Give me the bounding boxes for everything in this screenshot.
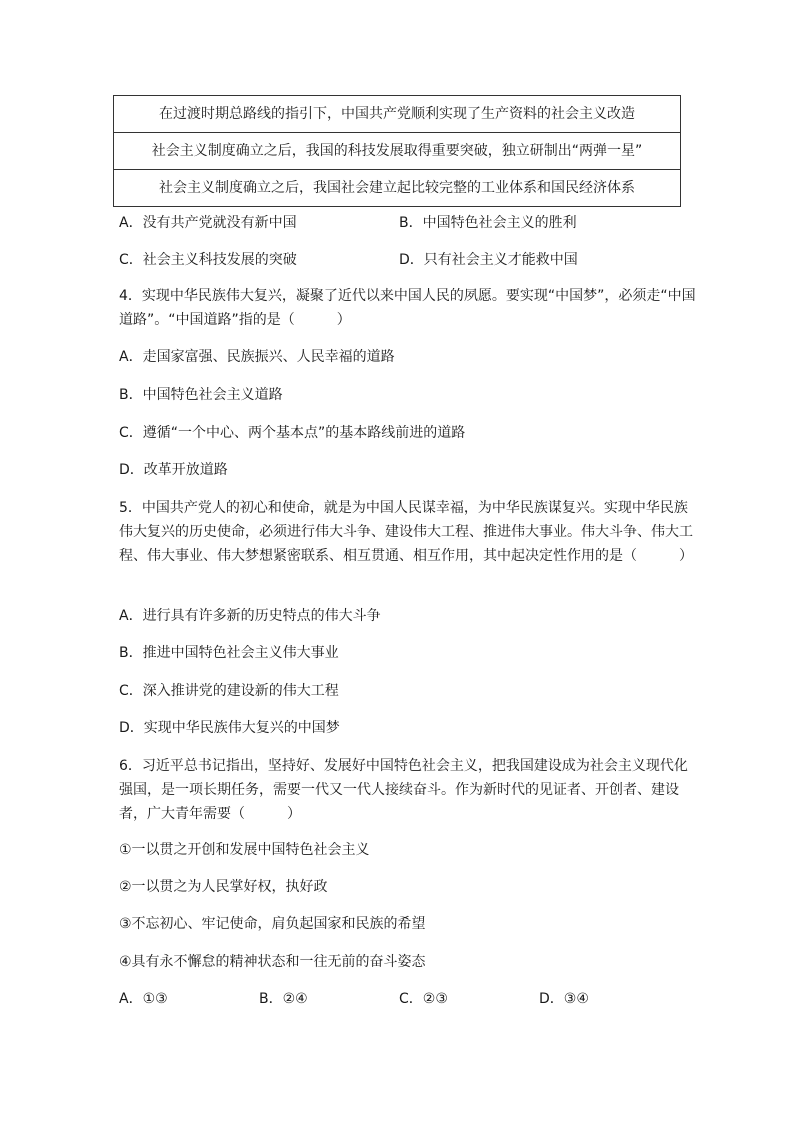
q6-statement-2: ②一以贯之为人民掌好权，执好政 <box>119 879 328 895</box>
table-cell: 在过渡时期总路线的指引下，中国共产党顺利实现了生产资料的社会主义改造 <box>114 96 681 133</box>
q5-option-c[interactable]: C．深入推讲党的建设新的伟大工程 <box>119 683 339 699</box>
q6-statement-3: ③不忘初心、牢记使命，肩负起国家和民族的希望 <box>119 916 426 932</box>
q6-option-b[interactable]: B．②④ <box>259 991 308 1007</box>
table-row <box>114 170 681 207</box>
q6-stem: 6．习近平总书记指出，坚持好、发展好中国特色社会主义，把我国建设成为社会主义现代化强国，是一项长期任务，需要一代又一代人接续奋斗。作为新时代的见证者、开创者、建设者，广大青年需要（ ） <box>119 758 688 822</box>
q5-stem: 5．中国共产党人的初心和使命，就是为中国人民谋幸福，为中华民族谋复兴。实现中华民族伟大复兴的历史使命，必须进行伟大斗争、建设伟大工程、推进伟大事业。伟大斗争、伟大工程、伟大事业、伟大梦想紧密联系、相互贯通、相互作用，其中起决定性作用的是（ ） <box>119 500 693 564</box>
q5-option-b[interactable]: B．推进中国特色社会主义伟大事业 <box>119 645 339 661</box>
q5-option-a[interactable]: A．进行具有许多新的历史特点的伟大斗争 <box>119 608 381 624</box>
table-cell: 社会主义制度确立之后，我国的科技发展取得重要突破，独立研制出“两弹一星” <box>114 133 681 170</box>
q4-option-d[interactable]: D．改革开放道路 <box>119 462 228 478</box>
q4-stem: 4．实现中华民族伟大复兴，凝聚了近代以来中国人民的夙愿。要实现“中国梦”，必须走“中国道路”。“中国道路”指的是（ ） <box>119 288 696 328</box>
table-row <box>114 96 681 133</box>
table-cell: 社会主义制度确立之后，我国社会建立起比较完整的工业体系和国民经济体系 <box>114 170 681 207</box>
q3-option-c[interactable]: C．社会主义科技发展的突破 <box>119 252 297 268</box>
q3-option-b[interactable]: B．中国特色社会主义的胜利 <box>399 215 577 231</box>
q4-option-a[interactable]: A．走国家富强、民族振兴、人民幸福的道路 <box>119 349 395 365</box>
q4-option-b[interactable]: B．中国特色社会主义道路 <box>119 387 283 403</box>
q5-option-d[interactable]: D．实现中华民族伟大复兴的中国梦 <box>119 720 340 736</box>
q6-option-c[interactable]: C．②③ <box>399 991 448 1007</box>
q6-option-a[interactable]: A．①③ <box>119 991 168 1007</box>
q3-option-d[interactable]: D．只有社会主义才能救中国 <box>399 252 578 268</box>
q6-statement-4: ④具有永不懈怠的精神状态和一往无前的奋斗姿态 <box>119 954 426 970</box>
q6-option-d[interactable]: D．③④ <box>539 991 589 1007</box>
material-table <box>113 95 681 207</box>
q3-option-a[interactable]: A．没有共产党就没有新中国 <box>119 215 297 231</box>
q6-statement-1: ①一以贯之开创和发展中国特色社会主义 <box>119 842 370 858</box>
q4-option-c[interactable]: C．遵循“一个中心、两个基本点”的基本路线前进的道路 <box>119 425 466 441</box>
table-row <box>114 133 681 170</box>
